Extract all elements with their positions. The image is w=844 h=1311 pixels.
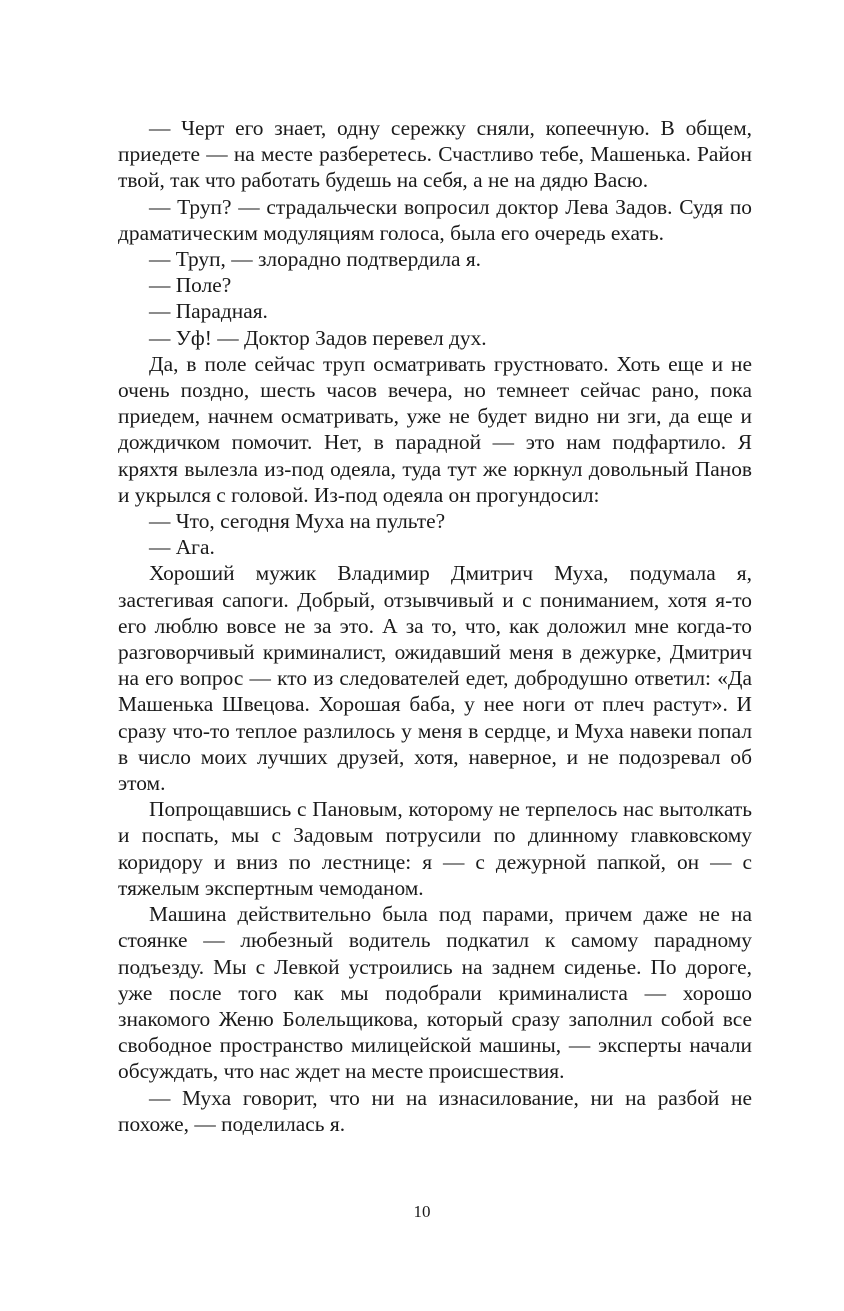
body-text xyxy=(118,115,752,1137)
paragraph: — Парадная. xyxy=(149,299,268,324)
page-number: 10 xyxy=(413,1202,431,1221)
paragraph: Попрощавшись с Пановым, которому не терпелось нас вытолкать и поспать, мы с Задовым потрусили по длинному главковскому коридору и вниз по лестнице: я — с дежурной папкой, он — с тяжелым экспертным чемоданом. xyxy=(118,797,752,900)
paragraph: — Труп, — злорадно подтвердила я. xyxy=(149,247,482,272)
paragraph: — Ага. xyxy=(149,535,215,560)
paragraph: Да, в поле сейчас труп осматривать грустновато. Хоть еще и не очень поздно, шесть часов вечера, но темнеет сейчас рано, пока приедем, начнем осматривать, уже не будет видно ни зги, да еще и дождичком помочит. Нет, в парадной — это нам подфартило. Я кряхтя вылезла из-под одеяла, туда тут же юркнул довольный Панов и укрылся с головой. Из-под одеяла он прогундосил: xyxy=(118,351,752,507)
paragraph: — Что, сегодня Муха на пульте? xyxy=(149,509,446,534)
paragraph: Машина действительно была под парами, причем даже не на стоянке — любезный водитель подкатил к самому парадному подъезду. Мы с Левкой устроились на заднем сиденье. По дороге, уже после того как мы подобрали криминалиста — хорошо знакомого Женю Болельщикова, который сразу заполнил собой все свободное пространство милицейской машины, — эксперты начали обсуждать, что нас ждет на месте происшествия. xyxy=(118,902,752,1084)
paragraph: — Поле? xyxy=(149,273,232,298)
paragraph: — Черт его знает, одну сережку сняли, копеечную. В общем, приедете — на месте разберетесь. Счастливо тебе, Машенька. Район твой, так что работать будешь на себя, а не на дядю Васю. xyxy=(118,116,752,193)
paragraph: — Муха говорит, что ни на изнасилование, ни на разбой не похоже, — поделилась я. xyxy=(118,1085,752,1136)
paragraph: Хороший мужик Владимир Дмитрич Муха, подумала я, застегивая сапоги. Добрый, отзывчивый и с пониманием, хотя я-то его люблю вовсе не за это. А за то, что, как доложил мне когда-то разговорчивый криминалист, ожидавший меня в дежурке, Дмитрич на его вопрос — кто из следователей едет, добродушно ответил: «Да Машенька Швецова. Хорошая баба, у нее ноги от плеч растут». И сразу что-то теплое разлилось у меня в сердце, и Муха навеки попал в число моих лучших друзей, хотя, наверное, и не подозревал об этом. xyxy=(118,561,752,796)
paragraph: — Уф! — Доктор Задов перевел дух. xyxy=(149,325,487,350)
paragraph: — Труп? — страдальчески вопросил доктор Лева Задов. Судя по драматическим модуляциям голоса, была его очередь ехать. xyxy=(118,194,752,245)
